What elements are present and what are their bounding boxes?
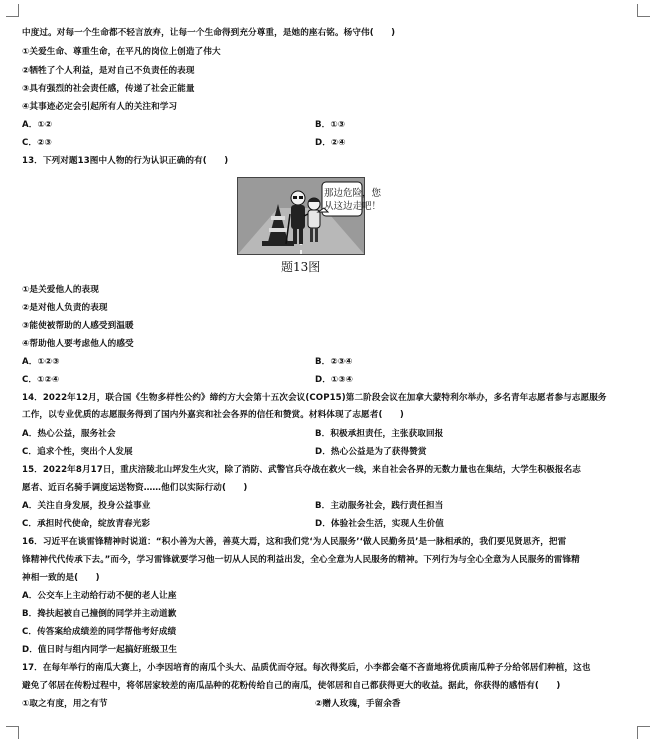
option-b: B．搀扶起被自己撞倒的同学并主动道歉 (22, 609, 177, 619)
option-b: B．主动服务社会，践行责任担当 (315, 501, 444, 511)
option-b: B．积极承担责任，主张获取回报 (315, 429, 444, 439)
speech-text-line-1: 那边危险，您 (324, 188, 382, 199)
page-corner-mark (6, 726, 19, 739)
page-corner-mark (6, 4, 19, 17)
option-d: D．值日时与组内同学一起搞好班级卫生 (22, 645, 178, 655)
statement-2: ②牺牲了个人利益，是对自己不负责任的表现 (22, 66, 195, 76)
statement-3: ③能使被帮助的人感受到温暖 (22, 321, 134, 331)
option-b: B．①③ (315, 120, 346, 130)
statement-1: ①是关爱他人的表现 (22, 285, 99, 295)
statement-3: ③具有强烈的社会责任感，传递了社会正能量 (22, 84, 195, 94)
question-16-stem-end: 神相一致的是( ) (22, 573, 100, 583)
option-c: C．①②④ (22, 375, 60, 385)
statement-1: ①取之有度，用之有节 (22, 699, 108, 709)
option-a: A．①② (22, 120, 53, 130)
option-d: D．热心公益是为了获得赞赏 (315, 447, 427, 457)
option-a: A．公交车上主动给行动不便的老人让座 (22, 591, 177, 601)
option-c: C．承担时代使命，绽放青春光彩 (22, 519, 151, 529)
question-15-stem: 15．2022年8月17日，重庆涪陵北山坪发生火灾，除了消防、武警官兵夺战在救火一线，来自社会各界的无数力量也在集结，大学生积极报名志 (22, 465, 581, 475)
option-c: C．②③ (22, 138, 52, 148)
speech-text-line-2: 从这边走吧！ (324, 201, 382, 212)
question-13-stem: 13．下列对题13图中人物的行为认识正确的有( ) (22, 156, 229, 166)
question-16-stem: 16．习近平在谈雷锋精神时说道：“积小善为大善，善莫大焉，这和我们党‘为人民服务’‘做人民勤务员’是一脉相承的，我们要见贤思齐，把雷 (22, 537, 567, 547)
question-14-stem-cont: 工作，以专业优质的志愿服务得到了国内外嘉宾和社会各界的信任和赞赏。材料体现了志愿者( ) (22, 410, 404, 420)
option-a: A．热心公益，服务社会 (22, 429, 116, 439)
question-12-stem-end: 中度过。对每一个生命都不轻言放弃，让每一个生命得到充分尊重，是她的座右铭。杨守伟( ) (22, 28, 396, 38)
option-d: D．体验社会生活，实现人生价值 (315, 519, 444, 529)
question-13-illustration (237, 177, 382, 255)
question-15-stem-cont: 愿者、近百名骑手调度运送物资……他们以实际行动( ) (22, 483, 248, 493)
statement-4: ④帮助他人要考虑他人的感受 (22, 339, 134, 349)
question-16-stem-cont: 锋精神代代传承下去。”而今，学习雷锋就要学习他一切从人民的利益出发，全心全意为人民服务的精神。下列行为与全心全意为人民服务的雷锋精 (22, 555, 580, 565)
question-17-stem-cont: 避免了邻居在传粉过程中，将邻居家较差的南瓜品种的花粉传给自己的南瓜，使邻居和自己都获得更大的收益。据此，你获得的感悟有( ) (22, 681, 561, 691)
option-a: A．关注自身发展，投身公益事业 (22, 501, 151, 511)
statement-2: ②是对他人负责的表现 (22, 303, 108, 313)
option-c: C．追求个性，突出个人发展 (22, 447, 133, 457)
statement-4: ④其事迹必定会引起所有人的关注和学习 (22, 102, 178, 112)
option-b: B．②③④ (315, 357, 353, 367)
page-corner-mark (637, 726, 650, 739)
option-d: D．②④ (315, 138, 346, 148)
figure-caption: 题13图 (281, 260, 321, 274)
statement-2: ②赠人玫瑰，手留余香 (315, 699, 401, 709)
statement-1: ①关爱生命、尊重生命，在平凡的岗位上创造了伟大 (22, 47, 221, 57)
speech-bubble (318, 182, 382, 216)
page-corner-mark (637, 4, 650, 17)
question-17-stem: 17．在每年举行的南瓜大赛上，小李因培育的南瓜个头大、品质优而夺冠。每次得奖后，小李都会毫不吝啬地将优质南瓜种子分给邻居们种植，这也 (22, 663, 591, 673)
question-14-stem: 14．2022年12月，联合国《生物多样性公约》缔约方大会第十五次会议(COP15)第二阶段会议在加拿大蒙特利尔举办，多名青年志愿者参与志愿服务 (22, 393, 607, 403)
option-a: A．①②③ (22, 357, 60, 367)
cartoon-drawing (238, 178, 382, 254)
option-c: C．传答案给成绩差的同学帮他考好成绩 (22, 627, 177, 637)
option-d: D．①③④ (315, 375, 354, 385)
